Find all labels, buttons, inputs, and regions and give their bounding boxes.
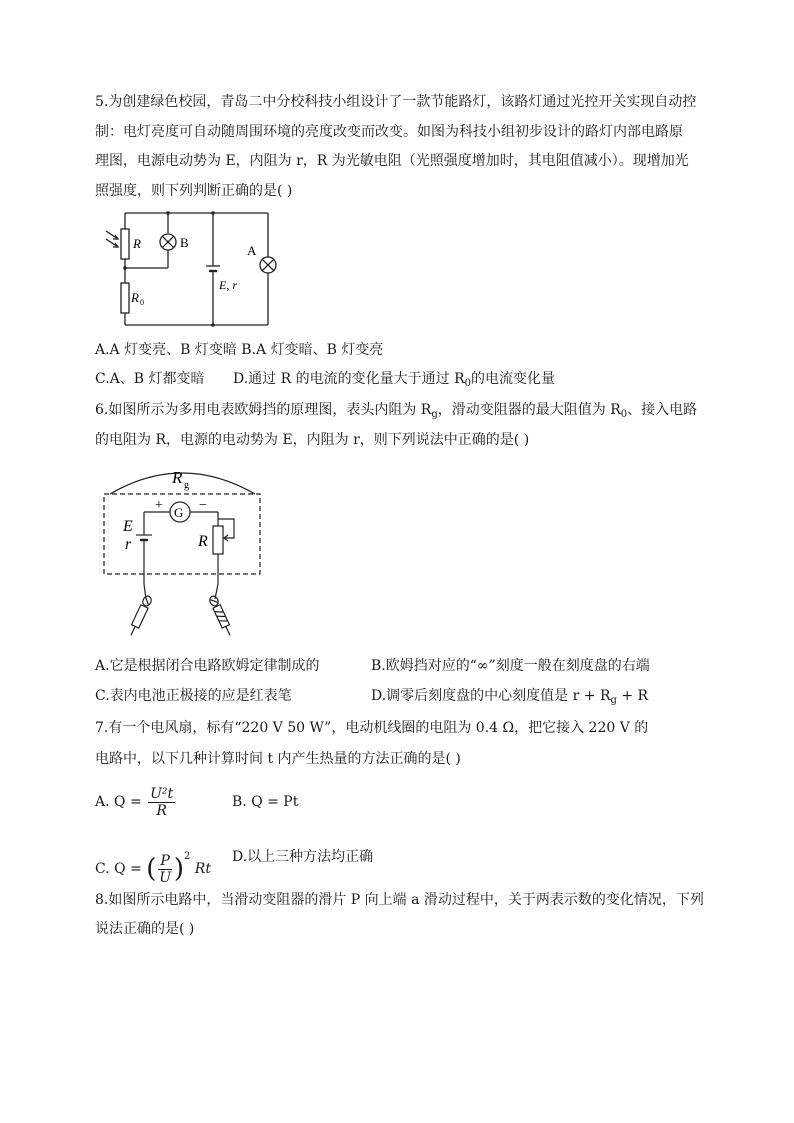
- q6-stem-sub-rg: g: [431, 409, 438, 420]
- q5-label-a: A: [247, 243, 257, 258]
- q7-option-b: B. Q = Pt: [232, 794, 299, 810]
- q6-option-d-sub: g: [610, 695, 617, 706]
- q6-stem-text-3: 、接入电路: [627, 402, 698, 418]
- q5-circuit-diagram: [100, 203, 290, 337]
- q5-circuit-svg: [100, 203, 290, 333]
- q6-label-r: r: [125, 536, 132, 553]
- q6-option-c: C.表内电池正极接的应是红表笔: [95, 688, 292, 704]
- q6-label-g: G: [174, 505, 184, 520]
- q6-stem-sub-r0: 0: [620, 409, 628, 420]
- q5-option-d-tail: 的电流变化量: [470, 371, 555, 387]
- q7-option-c-numerator: P: [160, 852, 170, 869]
- q5-label-er: E, r: [219, 278, 237, 292]
- q7-option-d: D.以上三种方法均正确: [232, 849, 374, 865]
- q5-label-b: B: [180, 235, 189, 250]
- q7-option-c-exponent: 2: [183, 851, 191, 862]
- q6-option-a: A.它是根据闭合电路欧姆定律制成的: [95, 658, 320, 674]
- q6-ohmmeter-diagram: [100, 464, 270, 648]
- q5-stem-line-1: 5.为创建绿色校园，青岛二中分校科技小组设计了一款节能路灯，该路灯通过光控开关实现自动控: [95, 94, 697, 110]
- q5-options-ab: A.A 灯变亮、B 灯变暗 B.A 灯变暗、B 灯变亮: [95, 342, 384, 358]
- q5-stem-line-4: 照强度，则下列判断正确的是( ): [95, 183, 293, 199]
- q7-stem-line-1: 7.有一个电风扇，标有“220 V 50 W”，电动机线圈的电阻为 0.4 Ω，把它接入 220 V 的: [95, 720, 649, 736]
- q5-label-r0-sub: 0: [140, 298, 144, 307]
- q5-stem-line-3: 理图，电源电动势为 E，内阻为 r，R 为光敏电阻（光照强度增加时，其电阻值减小）。现增加光: [95, 153, 689, 169]
- q5-option-d: [233, 369, 555, 394]
- q6-label-rheostat: R: [198, 533, 208, 550]
- q6-option-d-text: D.调零后刻度盘的中心刻度值是 r + R: [371, 688, 611, 704]
- q6-option-d-tail: + R: [616, 688, 649, 704]
- q5-option-d-sub: 0: [464, 378, 471, 389]
- q7-option-c-denominator: U: [159, 869, 171, 886]
- q7-option-c-label: C. Q =: [95, 861, 142, 877]
- q6-stem-line-2: 的电阻为 R，电源的电动势为 E，内阻为 r，则下列说法中正确的是( ): [95, 432, 530, 448]
- q8-stem-line-1: 8.如图所示电路中，当滑动变阻器的滑片 P 向上端 a 滑动过程中，关于两表示数的变化情况，下列: [95, 892, 704, 908]
- q6-option-d: [371, 686, 648, 711]
- q7-option-c-fraction: [158, 853, 171, 886]
- q6-stem-text-2: ，滑动变阻器的最大阻值为 R: [437, 402, 621, 418]
- q5-stem-line-2: 制：电灯亮度可自动随周围环境的亮度改变而改变。如图为科技小组初步设计的路灯内部电路原: [95, 124, 683, 140]
- q7-option-a-denominator: R: [156, 802, 167, 819]
- q6-label-rg: R: [172, 468, 183, 487]
- q6-label-minus: −: [199, 498, 207, 513]
- q6-option-b: B.欧姆挡对应的“∞”刻度一般在刻度盘的右端: [371, 658, 650, 674]
- q6-stem-text-1: 6.如图所示为多用电表欧姆挡的原理图，表头内阻为 R: [95, 402, 432, 418]
- q5-option-c: C.A、B 灯都变暗: [95, 371, 205, 387]
- q7-stem-line-2: 电路中，以下几种计算时间 t 内产生热量的方法正确的是( ): [95, 751, 461, 767]
- q6-label-rg-sub: g: [184, 480, 189, 491]
- q7-option-a-numerator: U²t: [150, 785, 174, 802]
- q7-option-c: [95, 838, 211, 886]
- q5-option-d-text: D.通过 R 的电流的变化量大于通过 R: [233, 371, 465, 387]
- q7-option-a: [95, 784, 177, 820]
- q5-label-r: R: [133, 236, 141, 251]
- q8-stem-line-2: 说法正确的是( ): [95, 921, 195, 937]
- q6-stem-line-1: [95, 400, 697, 425]
- q7-option-a-fraction: [148, 786, 175, 819]
- q5-label-r0: R: [131, 290, 139, 305]
- q7-option-c-tail: Rt: [194, 861, 211, 877]
- q7-option-c-open-paren: (: [146, 854, 157, 884]
- q7-option-a-label: A. Q =: [95, 794, 142, 810]
- q6-ohmmeter-svg: [100, 464, 270, 644]
- q6-label-e: E: [123, 518, 133, 535]
- q7-option-c-close-paren: ): [173, 854, 184, 884]
- q6-label-plus: +: [155, 498, 163, 513]
